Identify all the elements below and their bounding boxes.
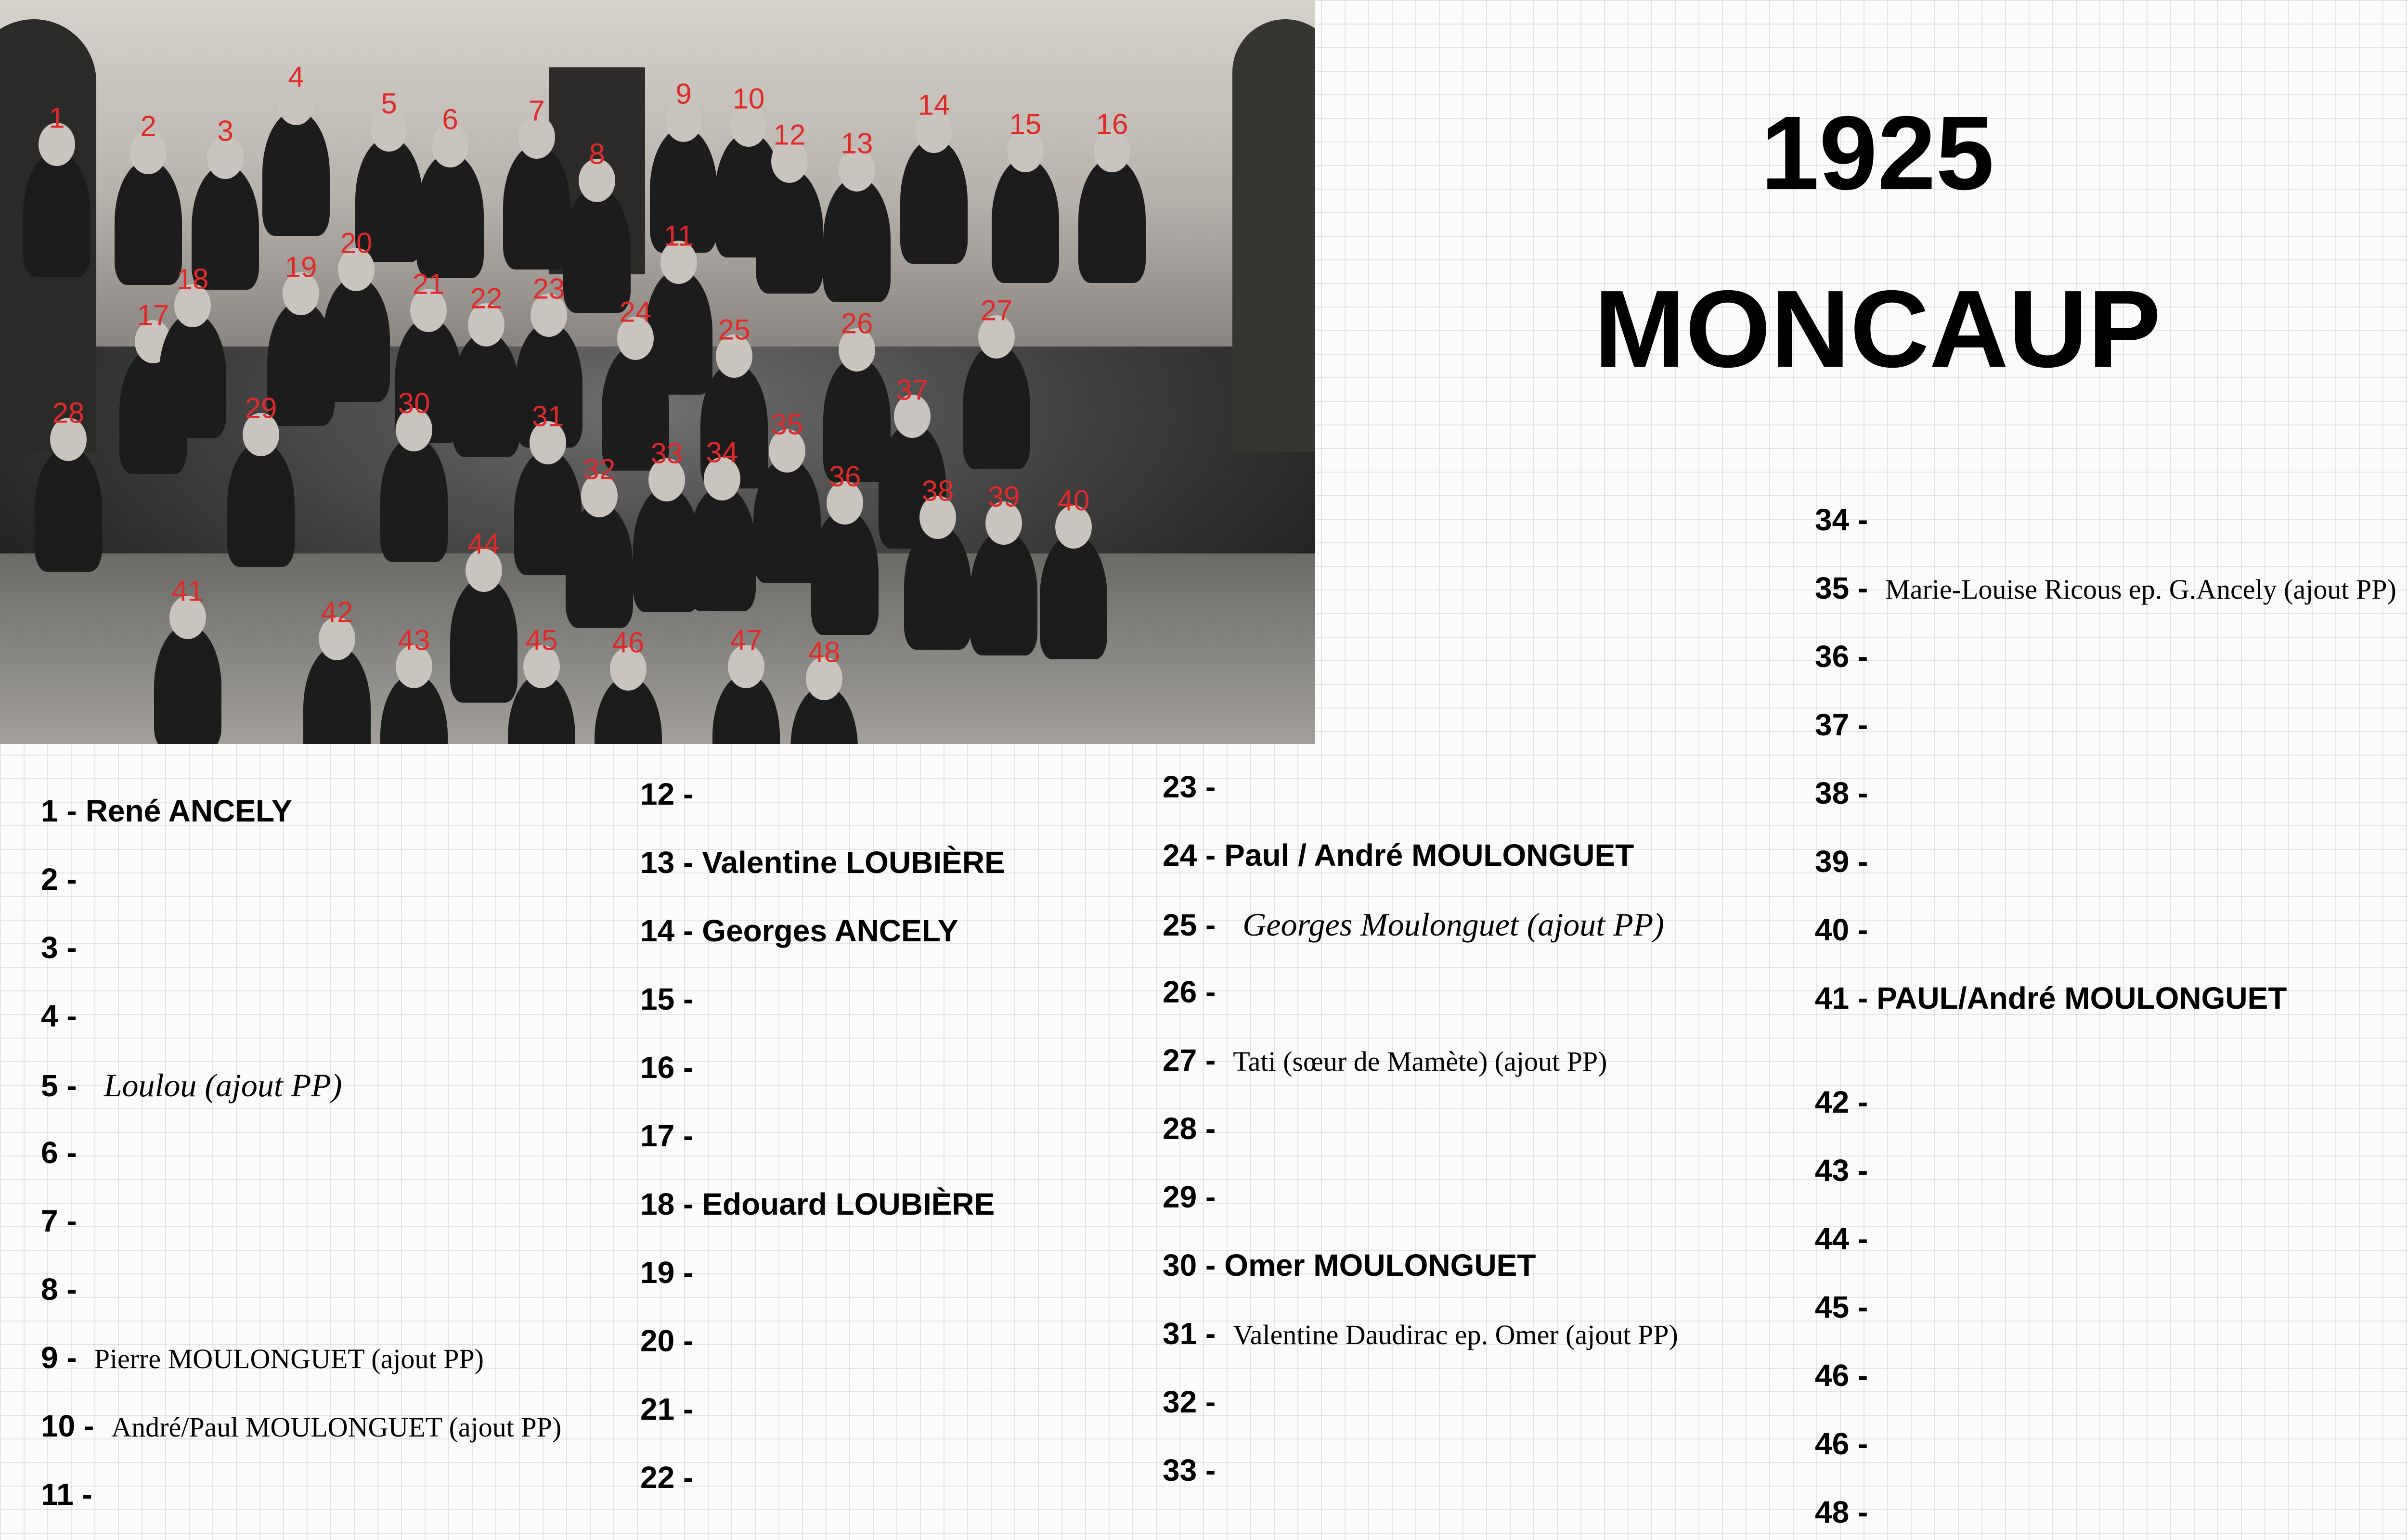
person-figure <box>1040 534 1107 659</box>
photo-marker: 29 <box>245 392 277 424</box>
legend-item <box>1815 1360 1876 1391</box>
legend-item <box>640 984 702 1014</box>
legend-number: 36 - <box>1815 639 1868 674</box>
legend-number: 31 - <box>1163 1316 1216 1351</box>
photo-marker: 22 <box>470 282 503 315</box>
legend-item <box>41 932 86 963</box>
legend-number: 22 - <box>640 1460 694 1495</box>
legend-item <box>1163 1045 1607 1076</box>
person-figure <box>323 277 390 402</box>
legend-number: 24 - <box>1163 838 1216 873</box>
legend-item <box>1815 983 2287 1014</box>
photo-marker: 14 <box>918 89 950 121</box>
legend-item <box>1815 914 1876 945</box>
photo-marker: 44 <box>467 527 500 560</box>
legend-number: 16 - <box>640 1050 694 1085</box>
legend-number: 46 - <box>1815 1426 1868 1461</box>
legend-number: 23 - <box>1163 770 1216 804</box>
photo-marker: 6 <box>442 103 458 136</box>
legend-number: 41 - <box>1815 981 1868 1015</box>
photo-marker: 4 <box>288 61 304 93</box>
photo-marker: 21 <box>412 268 445 300</box>
legend-name: Omer MOULONGUET <box>1224 1248 1536 1283</box>
photo-marker: 10 <box>732 82 765 115</box>
legend-item <box>1163 1181 1224 1212</box>
person-figure <box>227 442 295 567</box>
legend-item <box>1815 504 1876 535</box>
legend-item <box>1163 1113 1224 1144</box>
legend-item <box>1815 1155 1876 1186</box>
photo-marker: 36 <box>828 460 861 493</box>
legend-number: 38 - <box>1815 776 1868 810</box>
legend-name: Loulou (ajout PP) <box>104 1067 342 1104</box>
photo-marker: 5 <box>381 87 397 120</box>
photo-marker: 23 <box>532 272 565 305</box>
photo-marker: 48 <box>808 636 841 668</box>
person-figure <box>154 625 221 744</box>
legend-item <box>1163 908 1664 941</box>
legend-number: 8 - <box>41 1272 77 1307</box>
legend-number: 25 - <box>1163 908 1216 942</box>
legend-number: 35 - <box>1815 571 1868 605</box>
photo-marker: 1 <box>49 102 65 134</box>
legend-number: 9 - <box>41 1340 77 1375</box>
legend-number: 39 - <box>1815 844 1868 879</box>
legend-item <box>1815 1292 1876 1322</box>
legend-number: 14 - <box>640 913 694 948</box>
photo-marker: 42 <box>321 596 353 629</box>
legend-number: 32 - <box>1163 1385 1216 1419</box>
legend-item <box>1815 709 1876 740</box>
legend-item <box>41 1479 101 1510</box>
legend-number: 18 - <box>640 1187 694 1221</box>
legend-number: 19 - <box>640 1255 694 1290</box>
photo-marker: 13 <box>841 127 873 160</box>
person-figure <box>23 152 91 277</box>
legend-item <box>41 864 86 895</box>
legend-item <box>41 1069 342 1102</box>
photo-marker: 24 <box>619 295 652 328</box>
group-photograph <box>0 0 1315 744</box>
legend-item <box>640 1052 702 1083</box>
person-figure <box>688 486 756 611</box>
legend-item <box>1815 1497 1876 1527</box>
photo-marker: 46 <box>612 626 645 659</box>
person-figure <box>904 525 971 650</box>
legend-number: 10 - <box>41 1409 94 1443</box>
photo-marker: 26 <box>841 307 873 340</box>
legend-item <box>640 1257 702 1288</box>
legend-number: 34 - <box>1815 502 1868 537</box>
person-figure <box>963 344 1030 469</box>
photo-marker: 19 <box>285 251 317 283</box>
person-figure <box>992 158 1059 283</box>
legend-item <box>640 1325 702 1356</box>
photo-marker: 7 <box>529 94 545 127</box>
title-year: 1925 <box>1760 95 1994 212</box>
photo-marker: 35 <box>771 408 803 441</box>
person-figure <box>970 530 1037 655</box>
legend-number: 43 - <box>1815 1153 1868 1188</box>
photo-marker: 32 <box>583 453 616 486</box>
photo-marker: 45 <box>525 624 558 656</box>
photo-marker: 43 <box>398 624 430 656</box>
legend-name: André/Paul MOULONGUET (ajout PP) <box>111 1412 562 1443</box>
photo-marker: 33 <box>650 437 683 470</box>
legend-name: Valentine LOUBIÈRE <box>702 845 1005 880</box>
photo-marker: 31 <box>531 400 564 433</box>
photo-marker: 41 <box>171 575 204 607</box>
legend-item <box>41 1342 484 1373</box>
legend-item <box>640 915 958 946</box>
photo-marker: 27 <box>980 294 1013 327</box>
legend-name: Edouard LOUBIÈRE <box>702 1187 995 1221</box>
legend-item <box>41 1137 86 1168</box>
photo-marker: 34 <box>706 436 738 469</box>
legend-item <box>1815 778 1876 808</box>
legend-item <box>41 1411 561 1441</box>
legend-item <box>1163 771 1224 802</box>
legend-name: Tati (sœur de Mamète) (ajout PP) <box>1233 1046 1607 1077</box>
legend-item <box>640 1189 995 1219</box>
legend-name: Pierre MOULONGUET (ajout PP) <box>94 1343 484 1374</box>
legend-number: 29 - <box>1163 1180 1216 1214</box>
legend-name: PAUL/André MOULONGUET <box>1876 981 2287 1015</box>
photo-marker: 38 <box>921 475 954 507</box>
legend-item <box>640 1120 702 1151</box>
legend-number: 33 - <box>1163 1453 1216 1488</box>
legend-name: Georges ANCELY <box>702 913 958 948</box>
legend-number: 42 - <box>1815 1085 1868 1119</box>
legend-item <box>41 1206 86 1236</box>
legend-number: 21 - <box>640 1392 694 1426</box>
legend-item <box>640 779 702 809</box>
legend-item <box>1163 840 1634 871</box>
photo-marker: 11 <box>663 219 694 252</box>
legend-number: 5 - <box>41 1068 77 1103</box>
legend-item <box>640 847 1005 878</box>
photo-marker: 30 <box>398 387 430 420</box>
legend-number: 3 - <box>41 930 77 965</box>
legend-item <box>1815 573 2396 603</box>
legend-number: 40 - <box>1815 912 1868 947</box>
legend-item <box>41 1001 86 1031</box>
photo-marker: 12 <box>773 118 806 151</box>
person-figure <box>563 188 631 313</box>
photo-marker: 17 <box>137 299 169 332</box>
legend-item <box>1163 1386 1224 1417</box>
person-figure <box>756 168 823 294</box>
legend-number: 13 - <box>640 845 694 880</box>
legend-number: 37 - <box>1815 707 1868 742</box>
legend-name: René ANCELY <box>85 794 292 828</box>
legend-number: 17 - <box>640 1118 694 1153</box>
photo-marker: 20 <box>340 227 373 259</box>
person-figure <box>380 437 448 562</box>
legend-item <box>640 1394 702 1424</box>
photo-marker: 3 <box>217 115 233 147</box>
legend-number: 45 - <box>1815 1290 1868 1324</box>
photo-marker: 18 <box>176 263 209 295</box>
legend-item <box>1163 1455 1224 1486</box>
photo-marker: 25 <box>718 313 751 346</box>
person-figure <box>35 447 102 572</box>
legend-item <box>1815 846 1876 877</box>
person-figure <box>753 458 821 583</box>
legend-number: 11 - <box>41 1477 92 1512</box>
legend-item <box>640 1462 702 1493</box>
photo-marker: 37 <box>896 373 929 406</box>
legend-name: Georges Moulonguet (ajout PP) <box>1242 906 1664 943</box>
legend-number: 1 - <box>41 794 77 828</box>
legend-item <box>1815 641 1876 672</box>
person-figure <box>900 139 968 264</box>
legend-number: 12 - <box>640 777 694 811</box>
legend-number: 27 - <box>1163 1043 1216 1078</box>
title-place: MONCAUP <box>1594 268 2161 390</box>
photo-marker: 9 <box>675 77 692 110</box>
legend-name: Valentine Daudirac ep. Omer (ajout PP) <box>1233 1319 1678 1350</box>
photo-marker: 16 <box>1096 108 1128 141</box>
legend-name: Marie-Louise Ricous ep. G.Ancely (ajout PP) <box>1885 574 2396 605</box>
person-figure <box>503 144 570 270</box>
person-figure <box>416 153 484 278</box>
photo-marker: 15 <box>1009 108 1042 141</box>
person-figure <box>453 332 520 457</box>
legend-number: 4 - <box>41 999 77 1033</box>
legend-number: 15 - <box>640 982 694 1016</box>
photo-marker: 2 <box>140 110 156 142</box>
legend-number: 6 - <box>41 1135 77 1170</box>
legend-number: 48 - <box>1815 1495 1868 1529</box>
legend-item <box>1163 1318 1678 1349</box>
legend-name: Paul / André MOULONGUET <box>1224 838 1634 873</box>
photo-marker: 28 <box>52 397 85 429</box>
legend-item <box>1163 976 1224 1007</box>
legend-number: 20 - <box>640 1323 694 1358</box>
legend-number: 26 - <box>1163 975 1216 1009</box>
person-figure <box>262 111 330 236</box>
legend-item <box>1163 1250 1536 1281</box>
photo-marker: 39 <box>987 480 1020 513</box>
person-figure <box>811 510 879 635</box>
photo-marker: 8 <box>589 138 605 170</box>
legend-item <box>41 1274 86 1305</box>
legend-number: 2 - <box>41 862 77 897</box>
legend-number: 7 - <box>41 1204 77 1238</box>
person-figure <box>823 177 891 302</box>
legend-number: 44 - <box>1815 1221 1868 1256</box>
person-figure <box>115 160 182 285</box>
person-figure <box>450 578 518 703</box>
legend-number: 30 - <box>1163 1248 1216 1283</box>
legend-number: 28 - <box>1163 1111 1216 1146</box>
person-figure <box>1078 158 1146 283</box>
photo-right-archway <box>1232 19 1315 452</box>
photo-marker: 40 <box>1057 484 1090 517</box>
legend-item <box>1815 1223 1876 1254</box>
person-figure <box>566 503 633 628</box>
legend-item <box>41 796 292 826</box>
legend-item <box>1815 1087 1876 1117</box>
legend-number: 46 - <box>1815 1358 1868 1393</box>
legend-item <box>1815 1428 1876 1459</box>
photo-marker: 47 <box>730 624 763 656</box>
